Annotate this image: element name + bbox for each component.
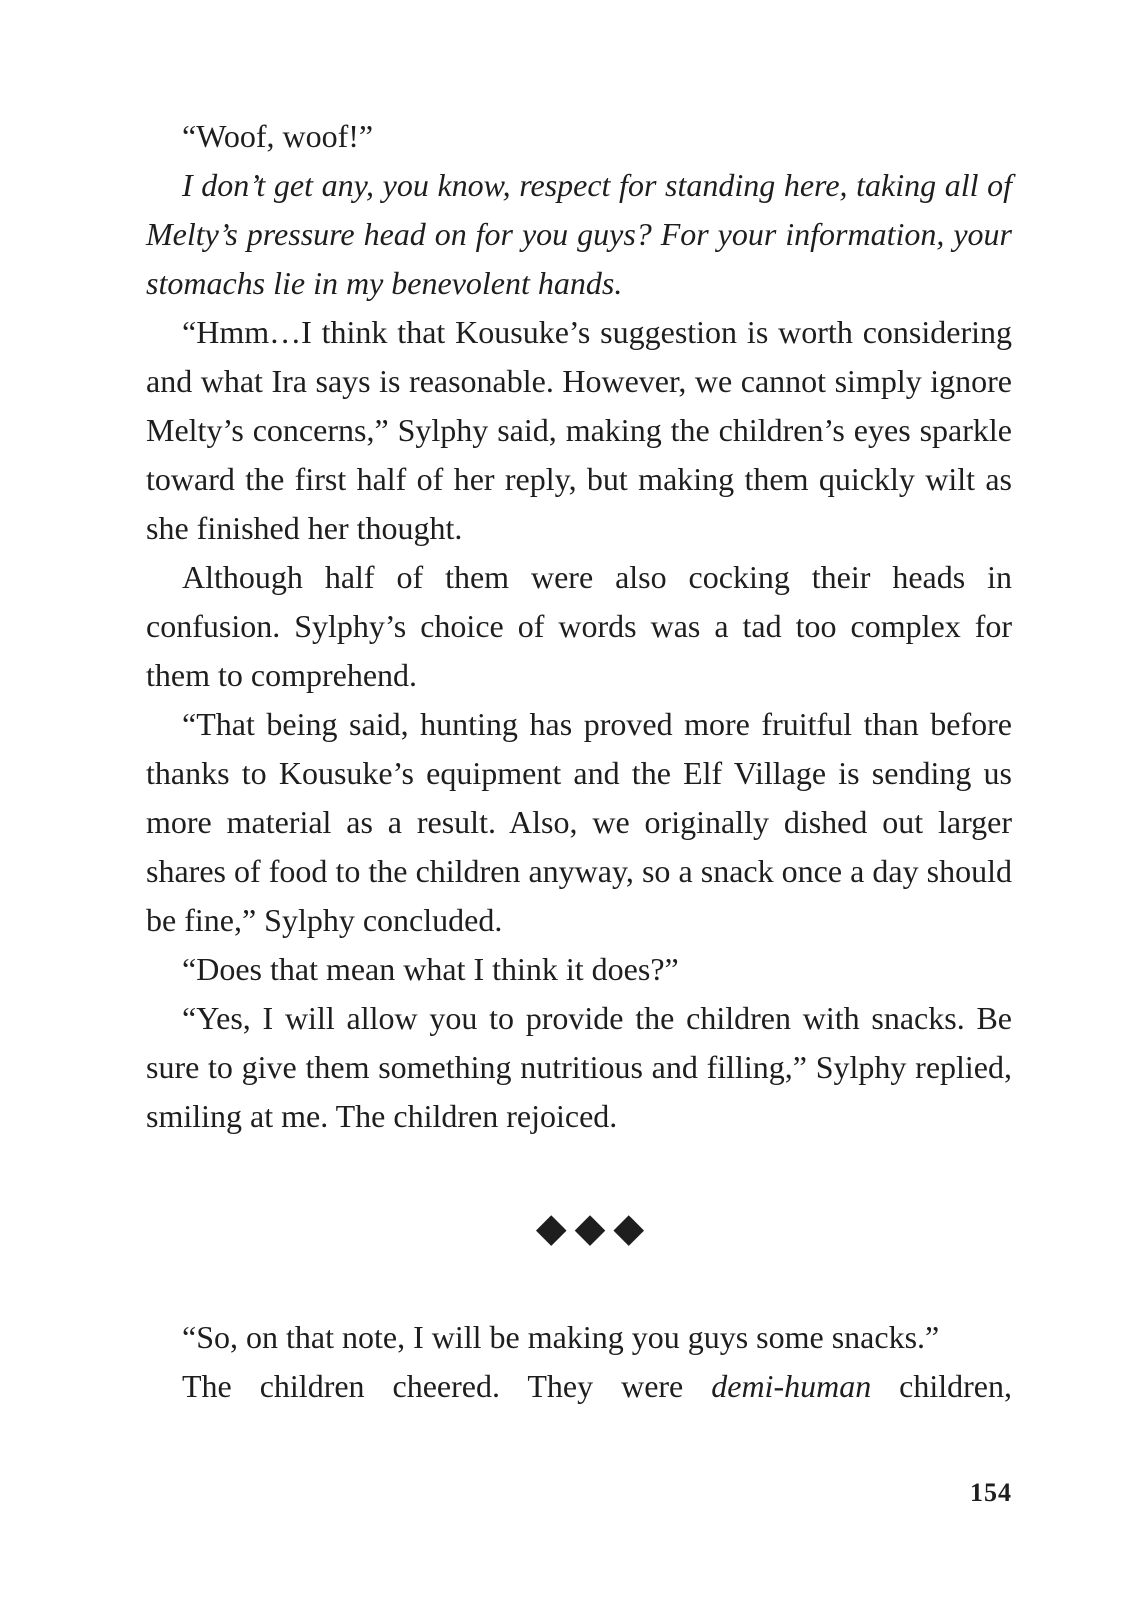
paragraph: “Yes, I will allow you to provide the children with snacks. Be sure to give them something nutritious and filling,” Sylphy replied, smiling at me. The children rejoiced. xyxy=(146,1000,1012,1134)
paragraph: “That being said, hunting has proved more fruitful than before thanks to Kousuke’s equipment and the Elf Village is sending us more material as a result. Also, we originally dished out larger shares of food to the children anyway, so a snack once a day should be fine,” Sylphy concluded. xyxy=(146,706,1012,938)
paragraph xyxy=(146,1362,1012,1411)
emphasis-text: demi-human xyxy=(711,1368,872,1404)
paragraph-inner-thought: I don’t get any, you know, respect for standing here, taking all of Melty’s pressure head on for you guys? For your information, your stomachs lie in my benevolent hands. xyxy=(146,167,1012,301)
paragraph: “Hmm…I think that Kousuke’s suggestion is worth considering and what Ira says is reasonable. However, we cannot simply ignore Melty’s concerns,” Sylphy said, making the children’s eyes sparkle toward the first half of her reply, but making them quickly wilt as she finished her thought. xyxy=(146,314,1012,546)
paragraph: “Woof, woof!” xyxy=(182,118,374,154)
page-body xyxy=(146,112,1012,1411)
paragraph: “Does that mean what I think it does?” xyxy=(182,951,679,987)
paragraph-text: The children cheered. They were xyxy=(182,1368,712,1404)
paragraph: “So, on that note, I will be making you guys some snacks.” xyxy=(182,1319,940,1355)
scene-break-ornament: ◆◆◆ xyxy=(535,1204,653,1250)
page-number: 154 xyxy=(970,1478,1012,1507)
paragraph-text: children, xyxy=(871,1368,1013,1404)
paragraph: Although half of them were also cocking their heads in confusion. Sylphy’s choice of words was a tad too complex for them to comprehend. xyxy=(146,559,1012,693)
